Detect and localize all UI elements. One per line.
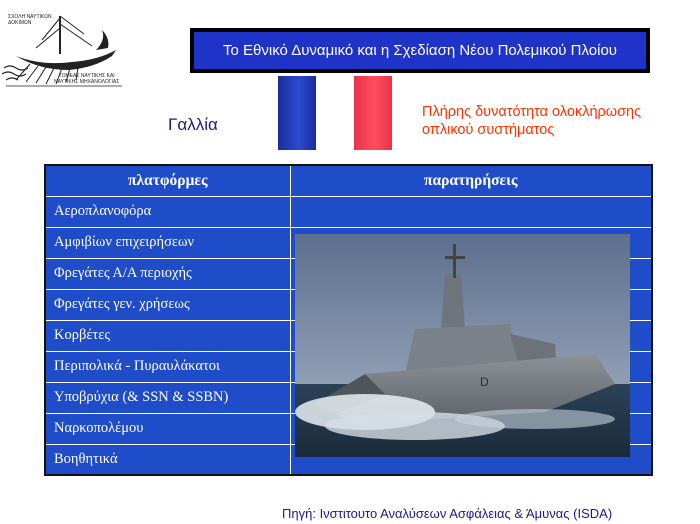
logo-top-line-2: ΔΟΚΙΜΩΝ bbox=[8, 20, 32, 26]
page-title: Το Εθνικό Δυναμικό και η Σχεδίαση Νέου Πολεμικού Πλοίου bbox=[194, 32, 646, 69]
remarks-cell bbox=[290, 196, 652, 227]
table-row bbox=[45, 196, 652, 227]
logo-bottom-line-1: ΤΟΜΕΑΣ ΝΑΥΤΙΚΗΣ ΚΑΙ bbox=[58, 73, 115, 79]
platform-cell: Φρεγάτες Α/Α περιοχής bbox=[45, 258, 290, 289]
platform-cell: Υποβρύχια (& SSN & SSBN) bbox=[45, 382, 290, 413]
school-logo bbox=[2, 10, 126, 90]
flag-blue-stripe bbox=[278, 76, 316, 150]
country-name: Γαλλία bbox=[168, 115, 218, 134]
hull-number: D bbox=[480, 375, 489, 389]
header-platforms: πλατφόρμες bbox=[45, 165, 290, 196]
platform-cell: Περιπολικά - Πυραυλάκατοι bbox=[45, 351, 290, 382]
title-banner bbox=[190, 28, 650, 73]
table-header-row bbox=[45, 165, 652, 196]
platform-cell: Αεροπλανοφόρα bbox=[45, 196, 290, 227]
note-line-2: οπλικού συστήματος bbox=[422, 122, 555, 138]
note-line-1: Πλήρης δυνατότητα ολοκλήρωσης bbox=[422, 104, 642, 120]
platform-cell: Αμφιβίων επιχειρήσεων bbox=[45, 227, 290, 258]
header-remarks: παρατηρήσεις bbox=[290, 165, 652, 196]
warship-photo bbox=[295, 234, 630, 457]
logo-bottom-line-2: ΝΑΥΤΙΚΗΣ ΜΗΧΑΝΟΛΟΓΙΑΣ bbox=[54, 79, 120, 85]
platform-cell: Κορβέτες bbox=[45, 320, 290, 351]
capability-note bbox=[422, 103, 682, 139]
source-citation: Πηγή: Ινστιτουτο Αναλύσεων Ασφάλειας & Άμυνας (ISDA) bbox=[282, 506, 613, 521]
warship-illustration bbox=[295, 234, 630, 457]
platform-cell: Ναρκοπολέμου bbox=[45, 413, 290, 444]
logo-bottom-text bbox=[54, 73, 119, 85]
flag-red-stripe bbox=[354, 76, 392, 150]
platform-cell: Βοηθητικά bbox=[45, 444, 290, 475]
logo-top-line-1: ΣΧΟΛΗ ΝΑΥΤΙΚΩΝ bbox=[8, 14, 52, 20]
platform-cell: Φρεγάτες γεν. χρήσεως bbox=[45, 289, 290, 320]
